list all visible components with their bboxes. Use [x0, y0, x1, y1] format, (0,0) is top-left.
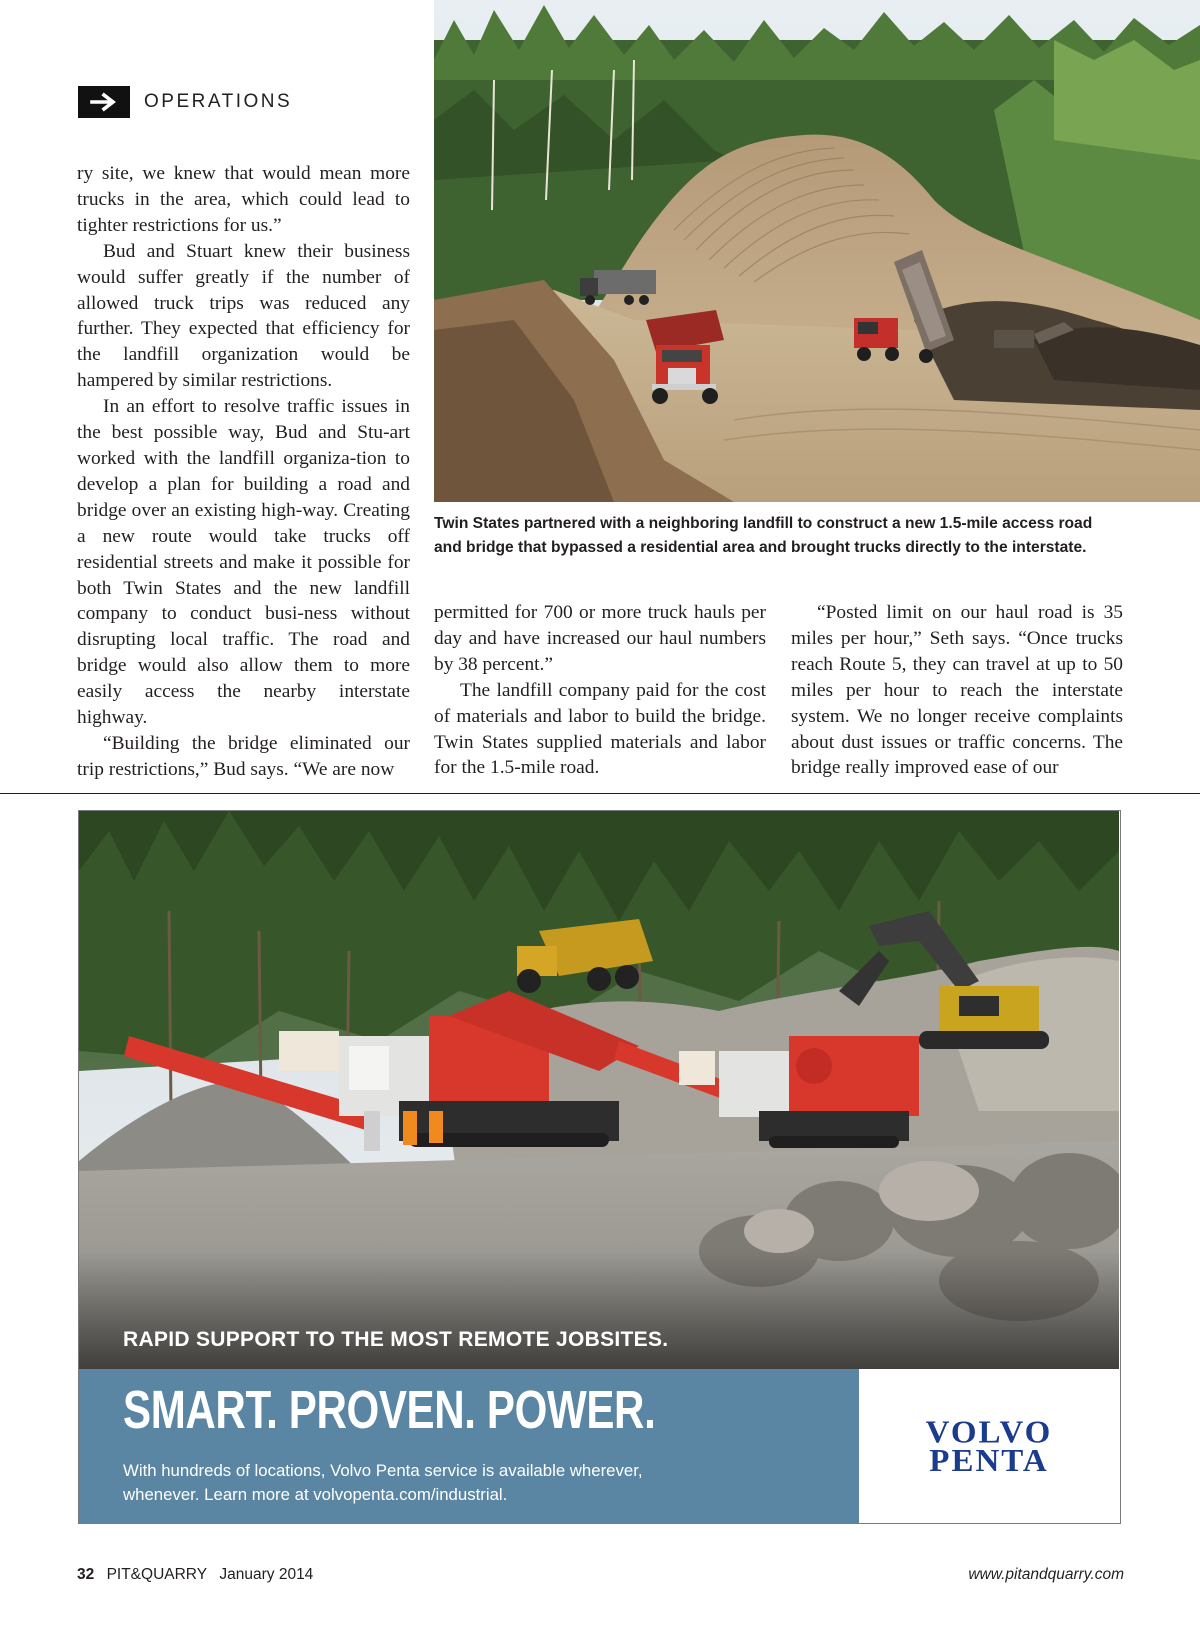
article-column-1 — [77, 161, 410, 783]
logo-line-1: VOLVO — [925, 1415, 1053, 1450]
volvo-penta-logo — [859, 1369, 1119, 1524]
page-number: 32 — [77, 1566, 95, 1583]
ad-message-band — [79, 1369, 859, 1524]
paragraph: ry site, we knew that would mean more trucks in the area, which could lead to tighter restrictions for us.” — [77, 163, 410, 236]
ad-body-text: With hundreds of locations, Volvo Penta service is available wherever, whenever. Learn more at volvopenta.com/industrial. — [123, 1461, 643, 1504]
paragraph: “Posted limit on our haul road is 35 miles per hour,” Seth says. “Once trucks reach Route 5, they can travel at up to 50 miles per hour to reach the interstate system. We no longer receive complaints about dust issues or traffic concerns. The bridge really improved ease of our — [791, 602, 1123, 779]
paragraph: permitted for 700 or more truck hauls per day and have increased our haul numbers by 38 percent.” — [434, 602, 766, 675]
photo-caption: Twin States partnered with a neighboring landfill to construct a new 1.5-mile access road and bridge that bypassed a residential area and brought trucks directly to the interstate. — [434, 515, 1093, 556]
volvo-penta-advertisement[interactable] — [78, 810, 1121, 1524]
website-link[interactable]: www.pitandquarry.com — [968, 1566, 1124, 1583]
issue-date: January 2014 — [219, 1566, 314, 1583]
logo-line-2: PENTA — [929, 1444, 1049, 1479]
arrow-right-icon — [78, 86, 130, 118]
section-header — [78, 86, 292, 118]
ad-headline: SMART. PROVEN. POWER. — [123, 1380, 656, 1440]
section-label: OPERATIONS — [144, 91, 293, 112]
article-column-3 — [791, 600, 1123, 781]
ad-tagline: RAPID SUPPORT TO THE MOST REMOTE JOBSITES. — [123, 1328, 669, 1351]
section-divider — [0, 793, 1200, 794]
paragraph: Bud and Stuart knew their business would suffer greatly if the number of allowed truck trips was reduced any further. They expected that efficiency for the landfill organization would be hampered by similar restrictions. — [77, 240, 410, 392]
crusher-photo — [79, 811, 1119, 1369]
magazine-name: PIT&QUARRY — [106, 1566, 208, 1583]
page-footer-left — [77, 1566, 313, 1584]
haul-road-photo — [434, 0, 1200, 502]
paragraph: The landfill company paid for the cost of materials and labor to build the bridge. Twin States supplied materials and labor for the 1.5-mile road. — [434, 679, 766, 779]
paragraph: In an effort to resolve traffic issues in the best possible way, Bud and Stu-art worked with the landfill organiza-tion to develop a plan for building a road and bridge over an existing high-way. Creating a new route would take trucks off residential streets and make it possible for both Twin States and the new landfill company to conduct busi-ness without disrupting local traffic. The road and bridge would also allow them to more easily access the nearby interstate highway. — [77, 396, 410, 729]
paragraph: “Building the bridge eliminated our trip restrictions,” Bud says. “We are now — [77, 732, 410, 780]
article-column-2 — [434, 600, 766, 781]
